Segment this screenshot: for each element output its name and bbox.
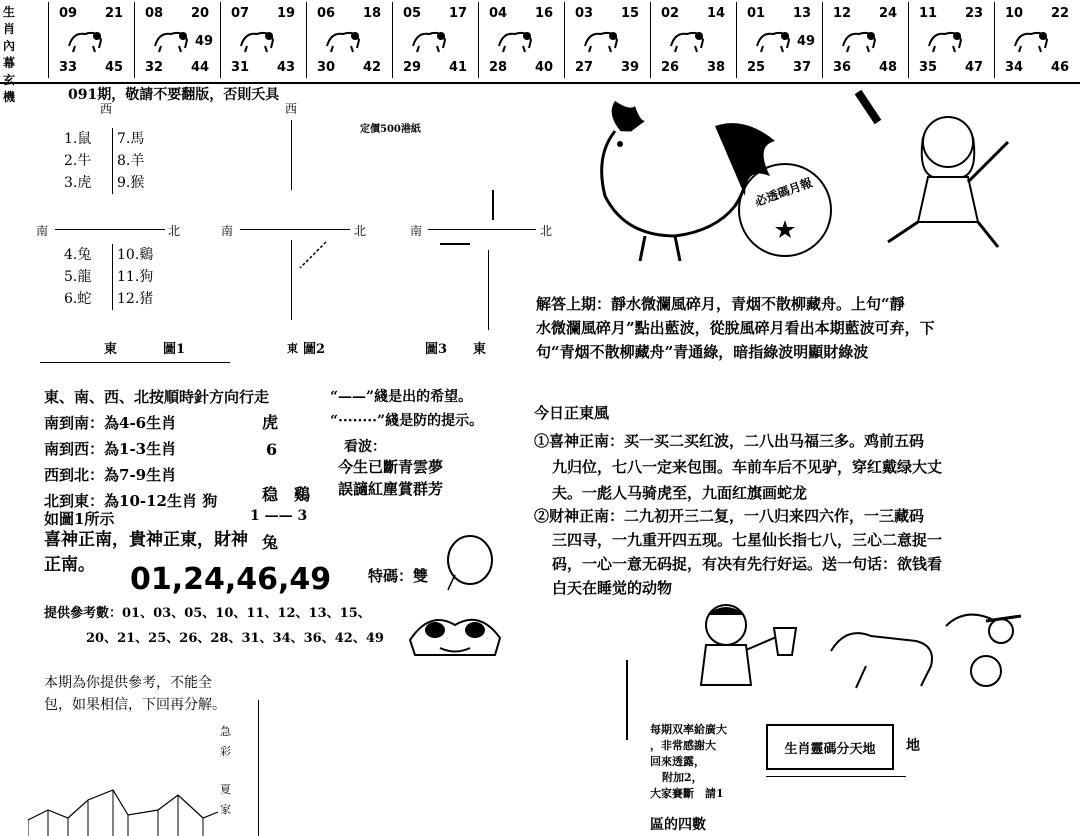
gods-statement: 喜神正南，貴神正東，財神正南。 (44, 530, 248, 575)
zodiac-row: 1.鼠 7.馬 (64, 128, 144, 150)
strip-top-right-number: 21 (105, 6, 124, 21)
footer-note (44, 672, 226, 716)
side-label-4: 家 (220, 803, 231, 816)
strip-bottom-left-number: 36 (833, 60, 852, 75)
zodiac-code-box (766, 724, 894, 770)
strip-top-left-number: 03 (575, 6, 594, 21)
compass-east-label-2: 東 (287, 342, 298, 355)
zodiac-number-strip (0, 0, 1080, 82)
side-labels (220, 722, 231, 820)
strip-bottom-right-number: 46 (1051, 60, 1070, 75)
bottom-partial-text: 區的四數 (650, 817, 706, 833)
xi-shen-line-2: 九归位，七八一定来包围。车前车后不见驴，穿红戴绿大丈 (552, 458, 943, 476)
fig1-example: 如圖1所示 (44, 510, 115, 528)
poem-line-1: 今生已斷青雲夢 (338, 458, 444, 476)
side-label-2: 彩 (220, 745, 231, 758)
fig2-vertical-axis-bottom (291, 240, 292, 320)
direction-intro: 東、南、西、北按順時針方向行走 (44, 388, 270, 406)
strip-top-right-number: 20 (191, 6, 210, 21)
fig1-caption: 圖1 (163, 342, 186, 357)
strip-cell (994, 2, 1077, 78)
answer-text (536, 292, 935, 364)
dragon-icon (409, 24, 449, 54)
legend-dotted: “········”綫是防的提示。 (330, 413, 484, 429)
right-column-divider (626, 660, 628, 740)
header-notice: 091期，敬請不要翻版，否則夭具 (68, 87, 280, 103)
strip-cell (908, 2, 991, 78)
xi-shen-line-3: 夫。一彪人马骑虎至，九面红旗画蛇龙 (552, 484, 808, 502)
xi-shen-block (534, 428, 942, 506)
zodiac-list-top (64, 128, 144, 194)
footer-divider (258, 700, 259, 836)
strip-cell (220, 2, 303, 78)
dog-icon (925, 24, 965, 54)
watch-wave-label: 看波： (344, 439, 386, 455)
zodiac-row: 3.虎 9.猴 (64, 172, 144, 194)
balloon-cow-illustration (400, 530, 510, 660)
strip-cell (392, 2, 475, 78)
strip-top-right-number: 13 (793, 6, 812, 21)
legend-solid: “——”綫是出的希望。 (330, 389, 473, 405)
compass-south-label-1: 南 (36, 224, 49, 238)
fig3-short-line (440, 243, 470, 245)
zodiac-code-box-label: 生肖靈碼分天地 (784, 741, 876, 757)
strip-top-left-number: 05 (403, 6, 422, 21)
strip-top-left-number: 09 (59, 6, 78, 21)
goat-icon (667, 24, 707, 54)
left-vertical-2: 內幕 (3, 39, 16, 70)
poem-line-2: 誤讁紅塵賞群芳 (338, 480, 444, 498)
rabbit-label: 兔 (262, 533, 279, 552)
reference-line-2: 20、21、25、26、28、31、34、36、42、49 (86, 631, 384, 646)
cai-shen-block (534, 504, 942, 600)
tiger-icon (237, 24, 277, 54)
strip-top-right-number: 14 (707, 6, 726, 21)
strip-top-right-number: 24 (879, 6, 898, 21)
cai-shen-line-1: ②财神正南：二九初开三二复，一八归来四六作，一三藏码 (534, 507, 925, 525)
strip-bottom-left-number: 27 (575, 60, 594, 75)
direction-row: 西到北：為7-9生肖 (44, 466, 177, 484)
zodiac-row: 4.兔 10.鷄 (64, 244, 153, 266)
strip-top-left-number: 02 (661, 6, 680, 21)
xi-shen-line-1: ①喜神正南：买一买二买红波，二八出马福三多。鸡前五码 (534, 432, 925, 450)
answer-line-2: 水微瀾風碎月”點出藍波，從脫風碎月看出本期藍波可弃，下 (536, 319, 935, 337)
strip-cell (134, 2, 217, 78)
strip-cell (48, 2, 131, 78)
rabbit-icon (323, 24, 363, 54)
bottom-small-line-3: 回來透露， (650, 755, 705, 768)
strip-bottom-left-number: 25 (747, 60, 766, 75)
cai-shen-line-3: 码，一心一意无码捉，有决有先行好运。送一句话：欲钱看 (552, 555, 943, 573)
box-right-label: 地 (906, 738, 920, 754)
direction-extra-tiger: 虎 (262, 413, 279, 432)
fig1-example-numbers: 1 —— 3 (250, 508, 308, 524)
zodiac-row: 6.蛇 12.猪 (64, 288, 153, 310)
bottom-small-line-4: 附加2， (662, 771, 703, 784)
strip-top-left-number: 12 (833, 6, 852, 21)
strip-cell (478, 2, 561, 78)
main-numbers: 01,24,46,49 (130, 562, 332, 597)
bottom-small-line-2: ，非常感謝大 (650, 739, 716, 752)
girl-illustration (848, 82, 1028, 262)
side-label-3: 夏 (220, 783, 231, 796)
compass-west-label-1: 西 (100, 102, 113, 116)
fig1-horizontal-axis (55, 229, 165, 230)
strip-bottom-left-number: 33 (59, 60, 78, 75)
special-code-label: 特碼：雙 (368, 567, 429, 585)
rooster-icon (839, 24, 879, 54)
cai-shen-line-4: 白天在睡觉的动物 (552, 579, 673, 597)
strip-bottom-left-number: 32 (145, 60, 164, 75)
bottom-small-line-5: 大家賽斷 請1 (650, 787, 724, 800)
left-vertical-label (3, 4, 25, 106)
strip-top-left-number: 08 (145, 6, 164, 21)
direction-row: 南到西：為1-3生肖 (44, 440, 177, 458)
strip-top-left-number: 07 (231, 6, 250, 21)
zodiac-row: 2.牛 8.羊 (64, 150, 144, 172)
strip-bottom-right-number: 44 (191, 60, 210, 75)
snake-icon (495, 24, 535, 54)
footer-note-line-1: 本期為你提供參考，不能全 (44, 675, 212, 691)
strip-top-right-number: 19 (277, 6, 296, 21)
strip-bottom-left-number: 34 (1005, 60, 1024, 75)
strip-cell (564, 2, 647, 78)
strip-bottom-right-number: 43 (277, 60, 296, 75)
boy-bucket-illustration (686, 600, 806, 690)
direction-row: 北到東：為10-12生肖 狗 (44, 492, 218, 510)
strip-mid-number: 49 (797, 34, 816, 49)
compass-east-label-1: 東 (104, 342, 118, 357)
fig3-vertical-axis-bottom (488, 250, 489, 330)
box-underline (766, 776, 906, 777)
strip-bottom-right-number: 45 (105, 60, 124, 75)
compass-north-label-2: 北 (354, 224, 367, 238)
strip-bottom-left-number: 35 (919, 60, 938, 75)
price-label: 定價500港紙 (360, 124, 421, 135)
strip-bottom-left-number: 26 (661, 60, 680, 75)
fig2-caption: 圖2 (303, 342, 326, 357)
strip-top-left-number: 04 (489, 6, 508, 21)
compass-north-label-1: 北 (168, 224, 181, 238)
strip-top-right-number: 16 (535, 6, 554, 21)
compass-north-label-3: 北 (540, 224, 553, 238)
compass-east-label-3: 東 (473, 342, 487, 357)
left-vertical-3: 玄機 (3, 73, 16, 104)
strip-cell (650, 2, 733, 78)
strip-bottom-right-number: 41 (449, 60, 468, 75)
horse-cart-illustration (826, 606, 1026, 690)
strip-mid-number: 49 (195, 34, 214, 49)
reference-line-1: 01、03、05、10、11、12、13、15、 (122, 606, 371, 621)
bottom-small-text (650, 722, 727, 802)
strip-top-left-number: 11 (919, 6, 938, 21)
stamp-text: 必透碼月報 (753, 175, 815, 210)
footer-note-line-2: 包，如果相信，下回再分解。 (44, 697, 226, 713)
strip-top-right-number: 15 (621, 6, 640, 21)
direction-extra-stable: 稳 鷄 (262, 485, 311, 504)
fig-caption-rule (40, 362, 230, 363)
fig2-vertical-axis-top (291, 120, 292, 190)
strip-top-right-number: 17 (449, 6, 468, 21)
left-vertical-1: 生肖 (3, 5, 16, 36)
strip-bottom-left-number: 28 (489, 60, 508, 75)
strip-bottom-right-number: 38 (707, 60, 726, 75)
fig3-vertical-axis (492, 190, 494, 220)
poem (338, 456, 443, 500)
strip-top-right-number: 22 (1051, 6, 1070, 21)
fig2-diagonal-line (298, 240, 328, 270)
strip-bottom-right-number: 48 (879, 60, 898, 75)
answer-line-3: 句“青烟不散柳藏舟”青通綠，暗指綠波明顯財綠波 (536, 343, 869, 361)
strip-bottom-right-number: 40 (535, 60, 554, 75)
strip-cell (306, 2, 389, 78)
reference-numbers (44, 602, 371, 621)
strip-bottom-right-number: 37 (793, 60, 812, 75)
fig3-caption: 圖3 (425, 342, 448, 357)
horse-icon (581, 24, 621, 54)
strip-top-left-number: 10 (1005, 6, 1024, 21)
answer-line-1: 解答上期：靜水微瀾風碎月，青烟不散柳藏舟。上句“靜 (536, 295, 905, 313)
bottom-small-line-1: 每期双率給廣大 (650, 723, 727, 736)
strip-bottom-right-number: 42 (363, 60, 382, 75)
mountain-decoration (28, 780, 218, 836)
compass-west-label-2: 西 (285, 102, 298, 116)
direction-row: 南到南：為4-6生肖 (44, 414, 177, 432)
strip-bottom-left-number: 31 (231, 60, 250, 75)
reference-label: 提供參考數： (44, 606, 123, 621)
today-wind: 今日正東風 (534, 404, 610, 422)
fig2-horizontal-axis (240, 229, 350, 230)
stamp-seal (735, 160, 835, 260)
fig3-horizontal-axis (428, 229, 536, 230)
strip-bottom-left-number: 30 (317, 60, 336, 75)
direction-extra-six: 6 (266, 440, 278, 459)
strip-top-right-number: 18 (363, 6, 382, 21)
rat-icon (65, 24, 105, 54)
monkey-icon (753, 24, 793, 54)
strip-cell (736, 2, 819, 78)
zodiac-list-bottom (64, 244, 153, 310)
ox-icon (151, 24, 191, 54)
direction-rows (44, 410, 217, 514)
cai-shen-line-2: 三四寻，一九重开四五现。七星仙长指七八，三心二意捉一 (552, 531, 943, 549)
compass-south-label-2: 南 (221, 224, 234, 238)
side-label-1: 急 (220, 725, 231, 738)
strip-cell (822, 2, 905, 78)
strip-bottom-left-number: 29 (403, 60, 422, 75)
strip-top-left-number: 06 (317, 6, 336, 21)
pig-icon (1011, 24, 1051, 54)
zodiac-row: 5.龍 11.狗 (64, 266, 153, 288)
strip-bottom-right-number: 39 (621, 60, 640, 75)
strip-top-right-number: 23 (965, 6, 984, 21)
compass-south-label-3: 南 (410, 224, 423, 238)
strip-top-left-number: 01 (747, 6, 766, 21)
strip-bottom-right-number: 47 (965, 60, 984, 75)
